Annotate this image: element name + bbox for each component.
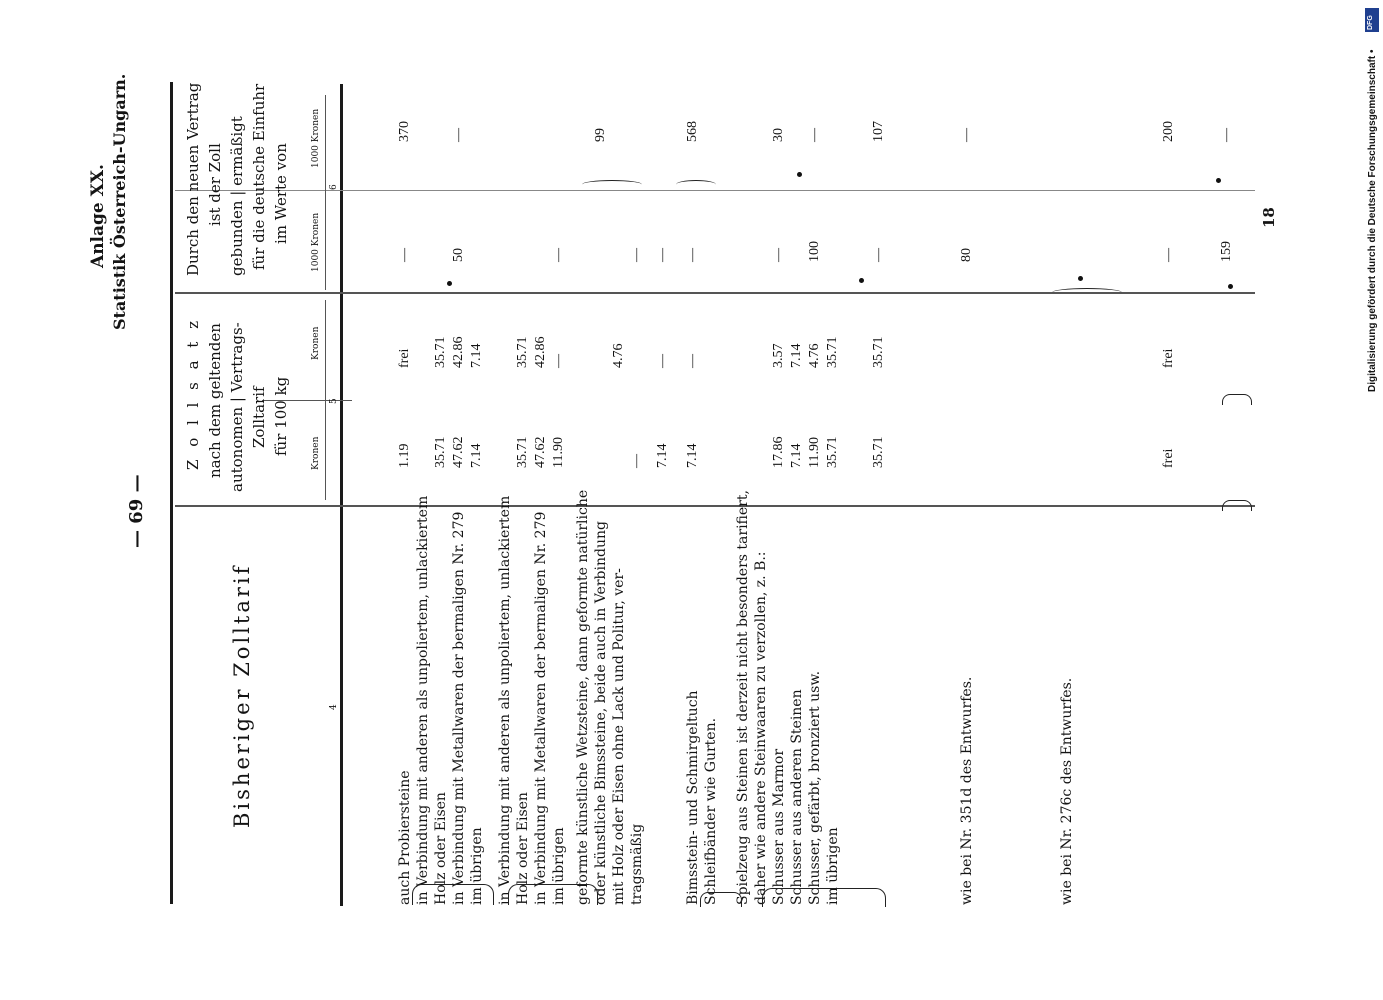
- row-value-erm: 370: [397, 121, 412, 142]
- col6-number: 6: [329, 184, 339, 190]
- row-value-aut: —: [629, 454, 644, 468]
- wave-2: [676, 180, 716, 189]
- row-value-erm: —: [451, 128, 466, 142]
- dfg-logo: DFG: [1365, 8, 1379, 32]
- row-description: Bimsstein- und Schmirgeltuch: [685, 690, 701, 905]
- row-value-geb: —: [1161, 248, 1176, 262]
- col4-title: Bisheriger Zolltarif: [230, 563, 254, 828]
- col6-sub-left: 1000 Kronen: [311, 212, 321, 272]
- row-value-aut: 11.90: [551, 437, 566, 468]
- row-description: Schusser aus anderen Steinen: [789, 689, 805, 905]
- dot-1: [447, 281, 452, 286]
- col-divider-6-sub: [175, 190, 1255, 191]
- col5-title-4: Zolltarif: [250, 386, 268, 448]
- row-value-erm: 107: [871, 121, 886, 142]
- row-value-ver: 4.76: [611, 343, 626, 368]
- col6-sub-right: 1000 Kronen: [311, 108, 321, 168]
- row-value-aut: 17.86: [771, 436, 786, 468]
- brace-group-3: [700, 892, 742, 907]
- row-value-ver: 35.71: [515, 336, 530, 368]
- row-description: wie bei Nr. 276c des Entwurfes.: [1059, 677, 1075, 905]
- col6-title-3: gebunden | ermäßigt: [228, 116, 246, 276]
- row-value-ver: 42.86: [451, 336, 466, 368]
- col5-title-5: für 100 kg: [272, 376, 290, 456]
- row-description: auch Probiersteine: [397, 770, 413, 905]
- dot-4: [1078, 276, 1083, 281]
- row-value-aut: frei: [1161, 448, 1176, 468]
- row-description: mit Holz oder Eisen ohne Lack und Politur, ver-: [611, 568, 627, 905]
- col6-title-2: ist der Zoll: [206, 143, 224, 226]
- brace-group-2: [508, 884, 598, 905]
- row-value-erm: 568: [685, 121, 700, 142]
- row-description: Spielzeug aus Steinen ist derzeit nicht besonders tarifiert,: [735, 490, 751, 905]
- row-description: Schusser, gefärbt, bronziert usw.: [807, 670, 823, 905]
- table-top-rule: [170, 82, 173, 904]
- row-value-aut: 7.14: [655, 443, 670, 468]
- wave-1: [582, 180, 642, 189]
- page-number: — 69 —: [126, 474, 147, 548]
- row-value-aut: 35.71: [871, 436, 886, 468]
- row-value-aut: 35.71: [433, 436, 448, 468]
- row-value-aut: 47.62: [533, 436, 548, 468]
- row-description: Holz oder Eisen: [433, 792, 449, 905]
- row-value-geb: —: [871, 248, 886, 262]
- dot-5: [1216, 178, 1221, 183]
- row-description: im übrigen: [469, 827, 485, 905]
- wave-3: [1052, 288, 1122, 297]
- row-value-geb: 50: [451, 248, 466, 262]
- row-description: in Verbindung mit Metallwaren der bermaligen Nr. 279: [533, 511, 549, 905]
- row-value-ver: 3.57: [771, 343, 786, 368]
- row-value-ver: 7.14: [789, 343, 804, 368]
- col5-sub-right: Kronen: [311, 326, 321, 360]
- row-value-geb: —: [629, 248, 644, 262]
- row-value-erm: —: [1219, 128, 1234, 142]
- row-value-geb: —: [397, 248, 412, 262]
- col6-title-4: für die deutsche Einfuhr: [250, 83, 268, 270]
- col5-number: 5: [329, 398, 339, 404]
- brace-group-6: [1222, 394, 1252, 405]
- col5-sub-left: Kronen: [311, 436, 321, 470]
- row-description: Schleifbänder wie Gurten.: [703, 717, 719, 905]
- dot-6: [1228, 284, 1233, 289]
- row-description: Holz oder Eisen: [515, 792, 531, 905]
- brace-group-1: [412, 884, 494, 905]
- row-value-geb: —: [685, 248, 700, 262]
- col5-title-2: nach dem geltenden: [206, 323, 224, 478]
- row-value-geb: 159: [1219, 241, 1234, 262]
- table-header-rule: [340, 84, 343, 906]
- brace-group-5: [1222, 500, 1252, 511]
- row-value-erm: —: [807, 128, 822, 142]
- row-value-aut: 47.62: [451, 436, 466, 468]
- row-description: oder künstliche Bimssteine, beide auch in Verbindung: [593, 521, 609, 905]
- row-description: geformte künstliche Wetzsteine, dann geformte natürliche: [575, 489, 591, 905]
- brace-group-4: [762, 888, 886, 907]
- row-value-erm: —: [959, 128, 974, 142]
- row-description: im übrigen: [825, 827, 841, 905]
- col6-title-5: im Werte von: [272, 143, 290, 244]
- sub-line-5: [325, 300, 326, 500]
- row-value-ver: —: [655, 354, 670, 368]
- dot-2: [797, 172, 802, 177]
- credit-line: Digitalisierung gefördert durch die Deutsche Forschungsgemeinschaft •: [1367, 49, 1378, 392]
- row-value-ver: frei: [397, 348, 412, 368]
- row-description: in Verbindung mit Metallwaren der bermaligen Nr. 279: [451, 511, 467, 905]
- row-value-ver: 35.71: [433, 336, 448, 368]
- row-value-ver: —: [551, 354, 566, 368]
- row-value-aut: 11.90: [807, 437, 822, 468]
- row-description: in Verbindung mit anderen als unpoliertem, unlackiertem: [415, 495, 431, 905]
- row-value-geb: —: [771, 248, 786, 262]
- row-description: wie bei Nr. 351d des Entwurfes.: [959, 676, 975, 905]
- row-value-geb: 100: [807, 241, 822, 262]
- row-description: tragsmäßig: [629, 823, 645, 905]
- row-value-erm: 200: [1161, 121, 1176, 142]
- row-description: Schusser aus Marmor: [771, 748, 787, 905]
- row-value-ver: —: [685, 354, 700, 368]
- row-value-ver: 35.71: [825, 336, 840, 368]
- col-divider-4-5: [175, 505, 1255, 507]
- col5-title-1: Z o l l s a t z: [184, 317, 202, 470]
- row-value-ver: 42.86: [533, 336, 548, 368]
- row-value-aut: 1.19: [397, 443, 412, 468]
- row-value-aut: 7.14: [685, 443, 700, 468]
- row-value-geb: —: [655, 248, 670, 262]
- dot-3: [859, 278, 864, 283]
- annex-title: Anlage XX.: [88, 164, 108, 268]
- annex-subtitle: Statistik Österreich-Ungarn.: [110, 73, 129, 330]
- row-value-geb: 80: [959, 248, 974, 262]
- row-value-erm: 99: [593, 128, 608, 142]
- signature-mark: 18: [1260, 207, 1278, 228]
- row-value-aut: 35.71: [825, 436, 840, 468]
- row-value-ver: 35.71: [871, 336, 886, 368]
- col5-title-3: autonomen | Vertrags-: [228, 322, 246, 492]
- sub-line-6: [325, 95, 326, 290]
- row-value-aut: 7.14: [469, 443, 484, 468]
- row-value-aut: 7.14: [789, 443, 804, 468]
- row-value-geb: —: [551, 248, 566, 262]
- row-value-ver: 4.76: [807, 343, 822, 368]
- row-value-ver: 7.14: [469, 343, 484, 368]
- row-description: in Verbindung mit anderen als unpoliertem, unlackiertem: [497, 495, 513, 905]
- row-value-aut: 35.71: [515, 436, 530, 468]
- row-description: im übrigen: [551, 827, 567, 905]
- row-value-erm: 30: [771, 128, 786, 142]
- col4-number: 4: [329, 704, 339, 710]
- row-description: daher wie andere Steinwaaren zu verzollen, z. B.:: [753, 551, 769, 905]
- row-value-ver: frei: [1161, 348, 1176, 368]
- col6-title-1: Durch den neuen Vertrag: [184, 82, 202, 276]
